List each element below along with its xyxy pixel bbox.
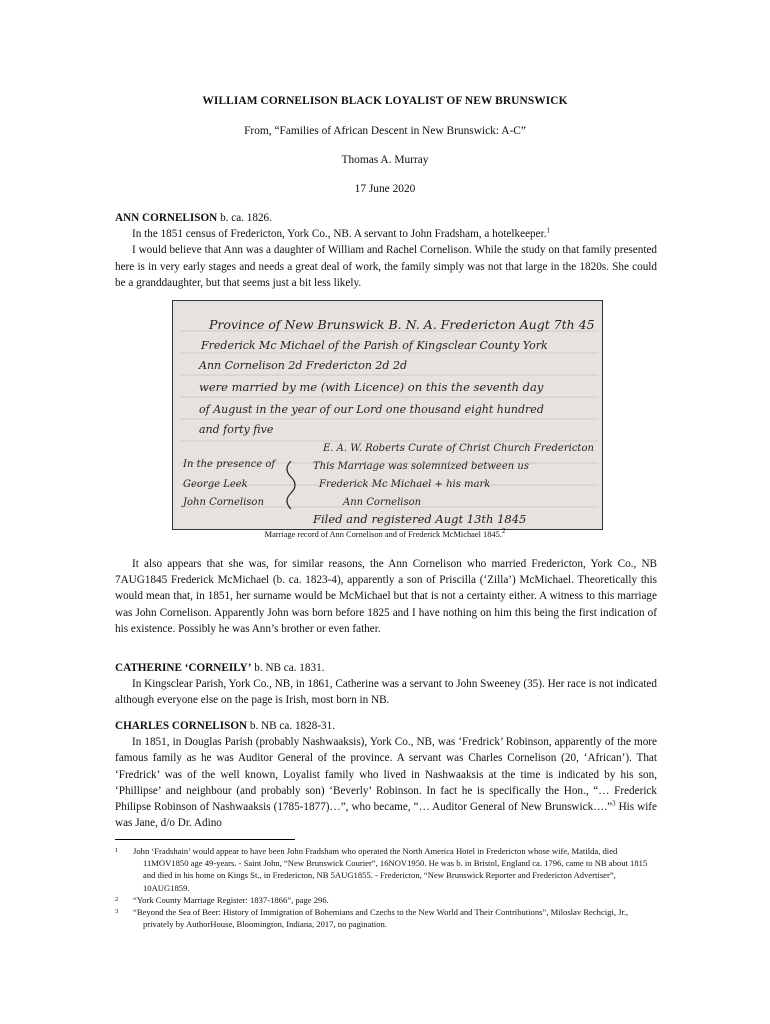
footnote-3-number: 3: [115, 908, 119, 915]
ann-name: ANN CORNELISON: [115, 212, 218, 224]
caption-text: Marriage record of Ann Cornelison and of Frederick McMichael 1845.: [264, 530, 502, 539]
footnote-2-text: “York County Marriage Register: 1837-1866”, page 296.: [133, 895, 329, 905]
catherine-name: CATHERINE ‘CORNEILY’: [115, 662, 252, 674]
catherine-heading: [115, 660, 657, 676]
footnote-ref-1[interactable]: 1: [546, 226, 550, 235]
footnote-divider: [115, 839, 295, 840]
footnote-3-text: “Beyond the Sea of Beer: History of Immigration of Bohemians and Czechs to the New World and Their Contributions”, Miloslav Rechcigi, Jr., privately by AuthorHouse, Bloomington, Indiana, 2017, no pagination.: [133, 907, 629, 930]
source-line: From, “Families of African Descent in New Brunswick: A-C”: [244, 125, 526, 137]
ann-paragraph-1: [115, 226, 657, 242]
record-line-10: George Leek: [183, 479, 248, 490]
footnote-3: [115, 906, 657, 930]
catherine-birth: b. NB ca. 1831.: [254, 662, 325, 674]
ann-paragraph-1-text: In the 1851 census of Fredericton, York Co., NB. A servant to John Fradsham, a hotelkeeper.: [132, 228, 547, 241]
record-line-2: Frederick Mc Michael of the Parish of Kingsclear County York: [201, 339, 548, 352]
record-line-3: Ann Cornelison 2d Fredericton 2d 2d: [199, 359, 408, 372]
catherine-section: [115, 660, 657, 709]
footnote-2-number: 2: [115, 896, 119, 903]
charles-paragraph-text: In 1851, in Douglas Parish (probably Nashwaaksis), York Co., NB, was ‘Fredrick’ Robinson, apparently of the more famous family as he was Auditor General of the province. A servant was Charles Cornelison (20, ‘African’). That ‘Fredrick’ was of the well known, Loyalist family who lived in Nashwaaksis at the time is indicated by his son, ‘Phillipse’ and neighbour (and probably son) ‘Beverly’ Robinson. In fact he is specifically the Hon., “… Frederick Philipse Robinson of Nashwaaksis (1785-1877)…”, who became, “… Auditor General of New Brunswick….”: [115, 736, 657, 814]
record-line-8: In the presence of: [183, 459, 276, 470]
footnote-1: [115, 845, 657, 894]
footnote-1-text: John ‘Fradshain’ would appear to have been John Fradsham who operated the North America Hotel in Fredericton whose wife, Matilda, died 11MOV1850 age 49-years. - Saint John, “New Brunswick Courier”, 16NOV1950. He was b. in Bristol, England ca. 1796, came to NB about 1815 and died in his home on Kings St., in Fredericton, NB 5AUG1855. - Fredericton, “New Brunswick Reporter and Fredericton Advertiser”, 10AUG1859.: [133, 846, 648, 893]
record-line-11: Frederick Mc Michael + his mark: [319, 479, 491, 490]
record-line-1: Province of New Brunswick B. N. A. Fredericton Augt 7th 45: [209, 317, 595, 332]
document-title: WILLIAM CORNELISON BLACK LOYALIST OF NEW BRUNSWICK: [202, 95, 568, 107]
marriage-record-handwriting: [173, 301, 602, 529]
record-line-6: and forty five: [199, 423, 274, 436]
record-line-12: John Cornelison: [183, 497, 264, 508]
record-line-4: were married by me (with Licence) on this the seventh day: [199, 380, 544, 394]
marriage-record-image: [172, 300, 603, 530]
record-line-14: Filed and registered Augt 13th 1845: [313, 512, 527, 526]
date-line: 17 June 2020: [354, 183, 416, 195]
record-line-5: of August in the year of our Lord one thousand eight hundred: [199, 403, 544, 416]
charles-birth: b. NB ca. 1828-31.: [249, 720, 336, 732]
image-caption: [0, 527, 770, 539]
ann-paragraph-3-block: [115, 556, 657, 637]
author-line: Thomas A. Murray: [341, 154, 429, 166]
charles-section: [115, 718, 657, 831]
charles-heading: [115, 718, 657, 734]
catherine-paragraph: In Kingsclear Parish, York Co., NB, in 1861, Catherine was a servant to John Sweeney (35). Her race is not indicated although everyone else on the page is Irish, most born in NB.: [115, 678, 657, 707]
ann-paragraph-3: It also appears that she was, for similar reasons, the Ann Cornelison who married Fredericton, York Co., NB 7AUG1845 Frederick McMichael (b. ca. 1823-4), apparently a son of Priscilla (‘Zilla’) McMichael. Theoretically this would mean that, in 1851, her surname would be McMichael but that is not a certainty either. A witness to this marriage was John Cornelison. Apparently John was born before 1825 and I have nothing on him this being the first indication of his existence. Possibly he was Ann’s brother or even father.: [115, 558, 657, 635]
ann-birth: b. ca. 1826.: [220, 212, 272, 224]
ann-section: [115, 210, 657, 291]
ann-heading: [115, 210, 657, 226]
charles-paragraph: [115, 734, 657, 831]
record-line-9: This Marriage was solemnized between us: [313, 461, 529, 472]
charles-name: CHARLES CORNELISON: [115, 720, 248, 732]
record-line-13: Ann Cornelison: [343, 497, 422, 508]
footnote-1-number: 1: [115, 847, 119, 854]
footnote-2: [115, 894, 657, 906]
record-line-7: E. A. W. Roberts Curate of Christ Church Fredericton: [323, 443, 594, 454]
ann-paragraph-2: I would believe that Ann was a daughter of William and Rachel Cornelison. While the study on that family presented here is in very early stages and needs a great deal of work, the family simply was not that large in the 1820s. She could be a granddaughter, but that seems just a bit less likely.: [115, 244, 657, 289]
footnote-ref-3[interactable]: 3: [612, 799, 616, 808]
footnote-ref-2[interactable]: 2: [501, 527, 506, 536]
charles-paragraph-continued: His wife was Jane, d/o Dr. Adino: [115, 801, 658, 830]
